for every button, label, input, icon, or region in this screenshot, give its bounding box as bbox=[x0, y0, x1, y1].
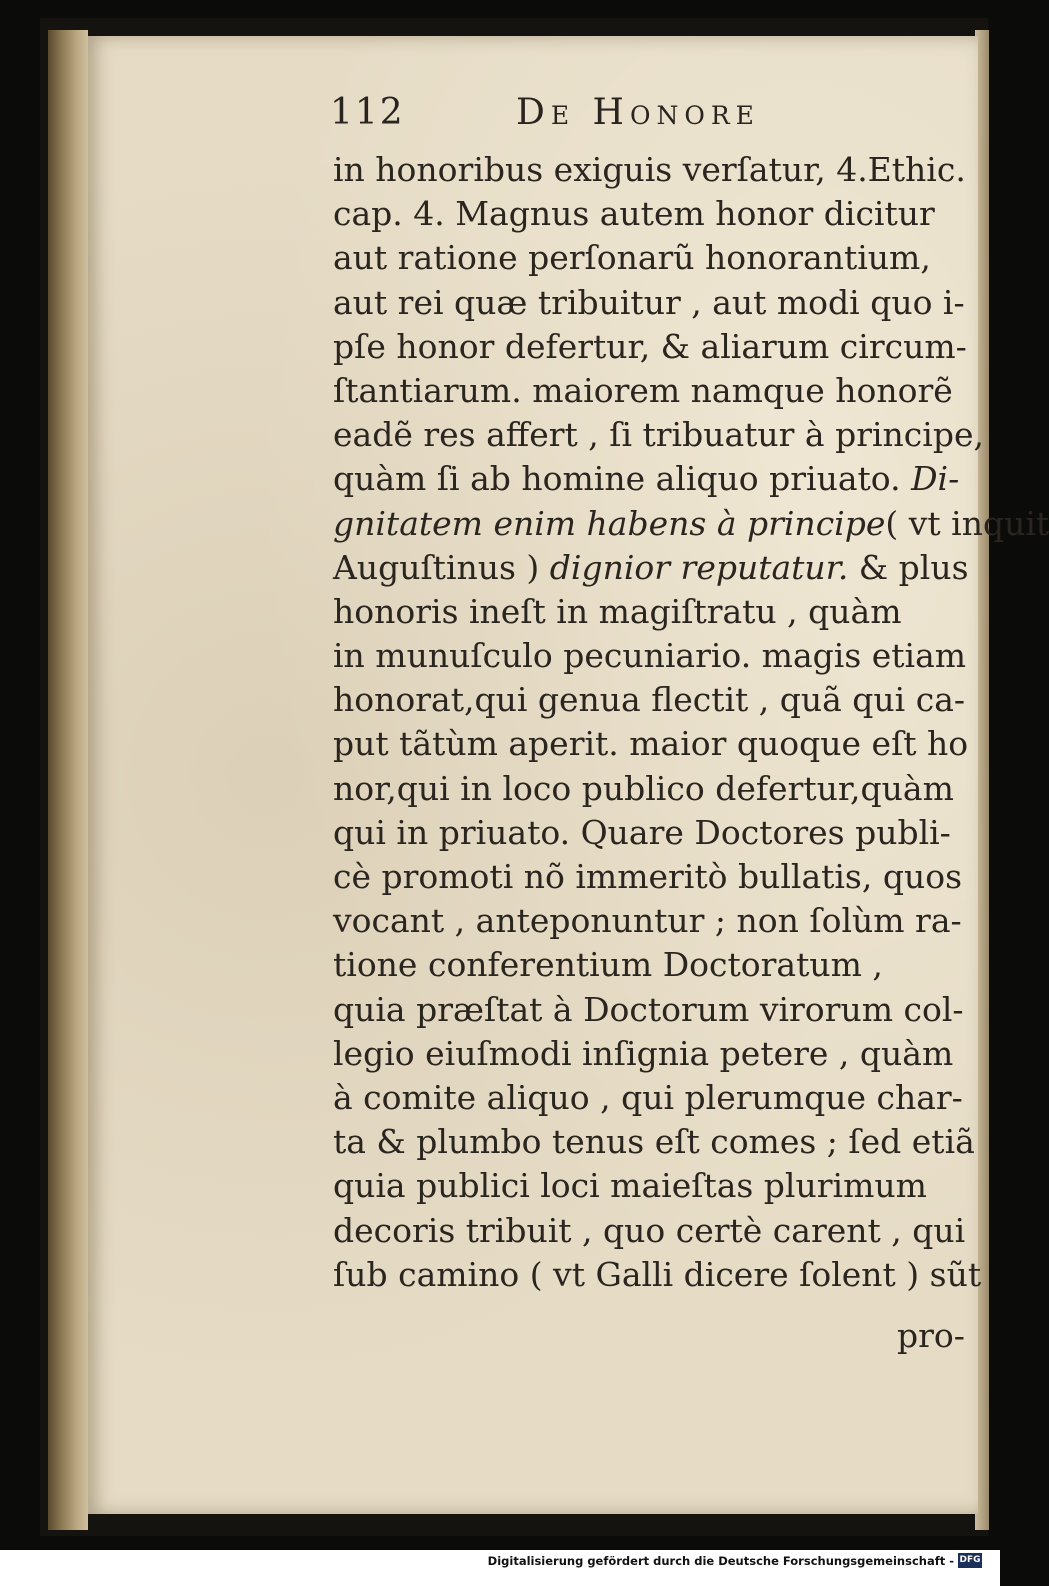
text-line bbox=[333, 325, 968, 369]
text-segment: pſe honor defertur, & aliarum circum- bbox=[333, 326, 967, 366]
running-head bbox=[330, 92, 970, 140]
italic-segment: dignior reputatur. bbox=[549, 547, 849, 587]
text-segment: quia publici loci maieſtas plurimum bbox=[333, 1166, 927, 1206]
book-fore-edge bbox=[48, 30, 88, 1530]
text-segment: eadẽ res affert , ſi tribuatur à principe, bbox=[333, 415, 984, 455]
text-line bbox=[333, 988, 968, 1032]
text-line bbox=[333, 1076, 968, 1120]
text-segment: in honoribus exiguis verſatur, 4.Ethic. bbox=[333, 150, 966, 189]
text-segment: in munuſculo pecuniario. magis etiam bbox=[333, 636, 967, 676]
text-line bbox=[333, 413, 984, 457]
text-line bbox=[333, 1253, 982, 1297]
text-line bbox=[333, 236, 968, 280]
text-line bbox=[333, 899, 968, 943]
text-segment: qui in priuato. Quare Doctores publi- bbox=[333, 812, 951, 852]
text-segment: honorat,qui genua flectit , quã qui ca- bbox=[333, 680, 966, 720]
text-segment: aut rei quæ tribuitur , aut modi quo i- bbox=[333, 282, 965, 322]
text-segment: & plus bbox=[848, 547, 969, 587]
text-segment: ſub camino ( vt Galli dicere ſolent ) sũt bbox=[333, 1254, 982, 1294]
text-segment: quàm ſi ab homine aliquo priuato. bbox=[333, 459, 912, 499]
text-line bbox=[333, 1164, 968, 1208]
text-line bbox=[333, 1209, 968, 1253]
text-line bbox=[333, 943, 968, 987]
funding-credit: Digitalisierung gefördert durch die Deutsche Forschungsgemeinschaft - bbox=[487, 1554, 954, 1568]
italic-segment: gnitatem enim habens à principe bbox=[333, 503, 886, 543]
text-segment: legio eiuſmodi inſignia petere , quàm bbox=[333, 1033, 954, 1073]
text-segment: put tãtùm aperit. maior quoque eſt ho bbox=[333, 724, 969, 764]
text-segment: nor,qui in loco publico defertur,quàm bbox=[333, 768, 954, 808]
text-line bbox=[333, 148, 968, 192]
text-segment: ( vt inquit bbox=[885, 503, 1049, 543]
text-segment: vocant , anteponuntur ; non ſolùm ra- bbox=[333, 901, 962, 941]
text-line bbox=[333, 855, 968, 899]
italic-segment: Di- bbox=[911, 459, 960, 499]
text-line bbox=[333, 502, 1049, 546]
text-segment: Auguſtinus ) bbox=[333, 547, 550, 587]
text-segment: ta & plumbo tenus eſt comes ; ſed etiã bbox=[333, 1122, 975, 1162]
text-line bbox=[333, 192, 968, 236]
dfg-logo: DFG bbox=[958, 1553, 982, 1568]
running-title: De Honore bbox=[516, 92, 760, 133]
folio-number: 112 bbox=[330, 92, 405, 133]
footer-bar bbox=[0, 1550, 1000, 1586]
text-line bbox=[333, 811, 968, 855]
text-segment: aut ratione perſonarũ honorantium, bbox=[333, 238, 931, 278]
text-line bbox=[333, 767, 968, 811]
text-segment: cap. 4. Magnus autem honor dicitur bbox=[333, 194, 935, 234]
text-line bbox=[333, 678, 968, 722]
text-segment: à comite aliquo , qui plerumque char- bbox=[333, 1077, 963, 1117]
text-line bbox=[333, 634, 968, 678]
text-segment: ſtantiarum. maiorem namque honorẽ bbox=[333, 370, 953, 410]
text-line bbox=[333, 722, 968, 766]
text-line bbox=[333, 590, 968, 634]
text-segment: decoris tribuit , quo certè carent , qui bbox=[333, 1210, 966, 1250]
text-line bbox=[333, 369, 968, 413]
text-segment: quia præſtat à Doctorum virorum col- bbox=[333, 989, 964, 1029]
text-line bbox=[333, 281, 968, 325]
text-line bbox=[333, 457, 968, 501]
catchword: pro- bbox=[897, 1316, 965, 1355]
text-segment: tione conferentium Doctoratum , bbox=[333, 945, 883, 985]
text-segment: cè promoti nõ immeritò bullatis, quos bbox=[333, 857, 963, 896]
text-line bbox=[333, 1032, 968, 1076]
text-line bbox=[333, 1120, 975, 1164]
text-segment: honoris ineſt in magiſtratu , quàm bbox=[333, 591, 902, 631]
text-line bbox=[333, 546, 968, 590]
body-text bbox=[333, 148, 1049, 1297]
